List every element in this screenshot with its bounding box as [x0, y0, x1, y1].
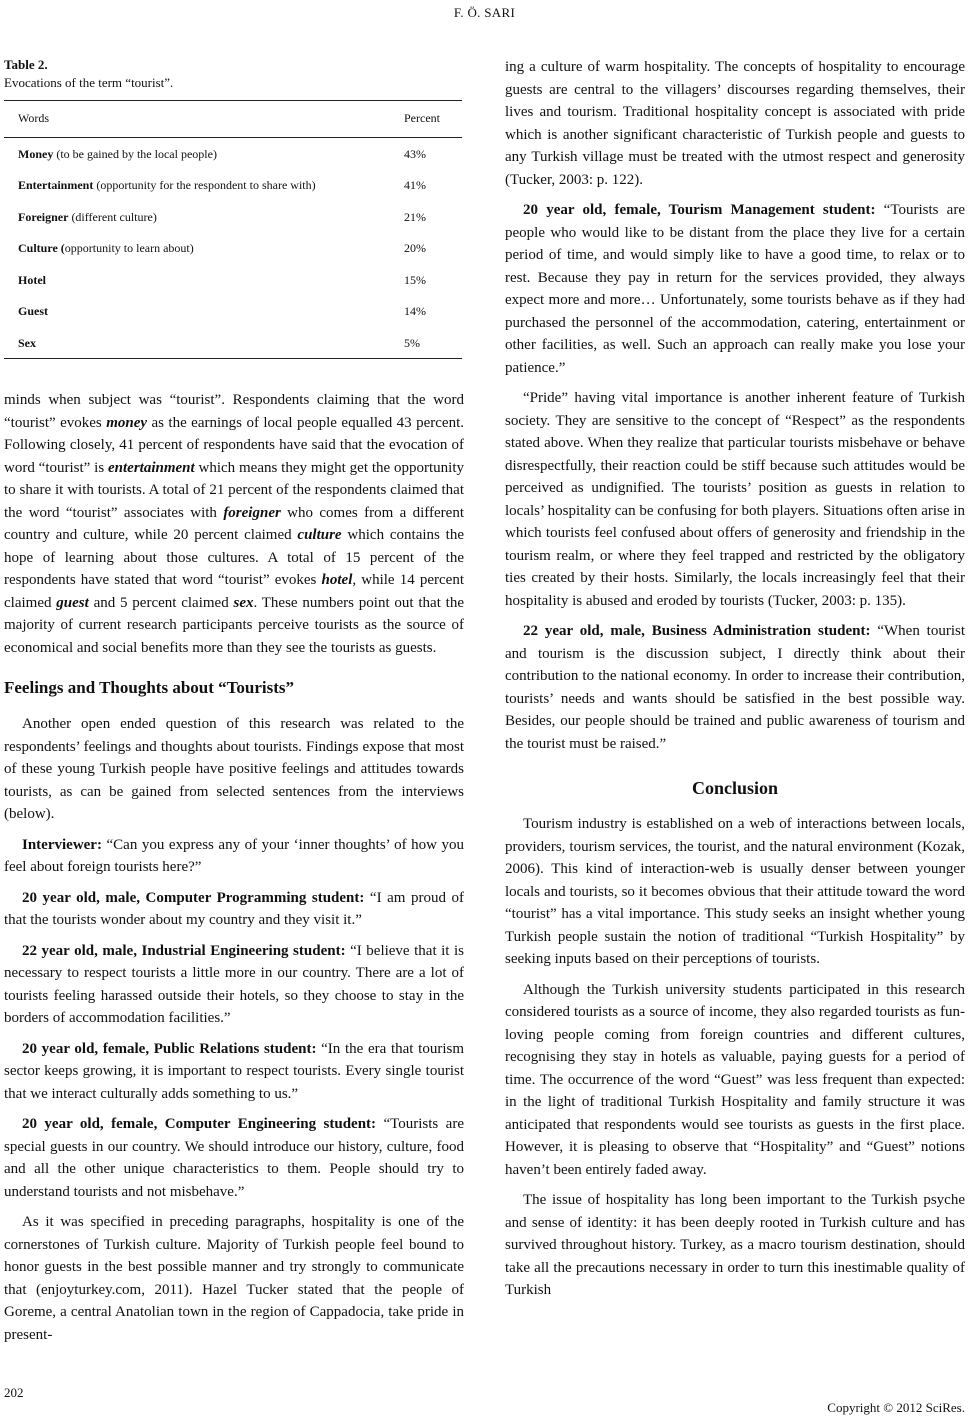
- word-term: Guest: [18, 304, 48, 318]
- section-heading: Feelings and Thoughts about “Tourists”: [4, 678, 295, 697]
- body-paragraph: [4, 389, 464, 659]
- table-cell-word: [4, 327, 404, 359]
- speaker-label: 20 year old, female, Tourism Management student:: [523, 202, 876, 218]
- table-header-percent: Percent: [404, 111, 440, 125]
- table-row: [4, 264, 462, 296]
- table-cell-percent: 20%: [404, 241, 426, 255]
- table-cell-percent: 41%: [404, 178, 426, 192]
- word-note: opportunity to learn about): [64, 241, 194, 255]
- speaker-label: 20 year old, male, Computer Programming student:: [22, 889, 365, 906]
- table-header-words: Words: [18, 111, 50, 125]
- speaker-label: 22 year old, male, Business Administration student:: [523, 623, 871, 639]
- right-column: [505, 56, 965, 1310]
- text-run: minds when subject was “tourist”. Respondents claiming that the word “tourist” evokes: [4, 392, 464, 431]
- body-paragraph: The issue of hospitality has long been important to the Turkish psyche and sense of identity: it has been deeply rooted in Turkish culture and has survived throughout history. Turkey, as a macro tourism destination, should take all the precautions necessary in order to turn this inestimable quality of Turkish: [505, 1192, 965, 1298]
- word-note: (different culture): [68, 209, 157, 224]
- table-row: [4, 295, 462, 327]
- quote-text: “Tourists are people who would like to be distant from the place they live for a certain period of time, and would simply like to have a good time, to relax or to rest. Because they pay in return for the services provided, they always expect more and more… Unfortunately, some tourists behave as if they had purchased the personnel of the accommodation, catering, entertainment or other facilities, as well. Such an approach can really make you lose your patience.”: [505, 202, 965, 376]
- table-cell-word: [4, 232, 404, 264]
- emphasis-term: foreigner: [223, 504, 281, 521]
- table-cell-word: [4, 201, 404, 233]
- emphasis-term: money: [106, 414, 148, 431]
- table-row: [4, 169, 462, 201]
- page-number: 202: [4, 1385, 24, 1400]
- word-term: Money: [18, 146, 54, 161]
- quote-paragraph: [505, 199, 965, 379]
- text-run: which means they might get the opportunity to share it with tourists. A total of 21 percent of the respondents claimed that the word “tourist” associates with: [4, 459, 464, 521]
- body-paragraph: As it was specified in preceding paragraphs, hospitality is one of the cornerstones of Turkish culture. Majority of Turkish people feel bound to honor guests in the best possible manner and try strongly to communicate that (enjoyturkey.com, 2011). Hazel Tucker stated that the people of Goreme, a central Anatolian town in the region of Cappadocia, take pride in present-: [4, 1214, 464, 1343]
- quote-paragraph: [4, 1038, 464, 1106]
- emphasis-term: entertainment: [108, 459, 195, 476]
- word-term: Entertainment: [18, 178, 94, 192]
- text-run: and 5 percent claimed: [88, 594, 234, 611]
- table-cell-percent: 14%: [404, 304, 426, 318]
- body-paragraph: Tourism industry is established on a web of interactions between locals, providers, tourism services, the tourist, and the natural environment (Kozak, 2006). This kind of interaction-web is usually denser between younger locals and tourists, so it becomes obvious that their attitude toward the word “tourist” has a vital importance. This study seeks an insight whether young Turkish people sustain the notion of traditional “Turkish Hospitality” by seeking inputs based on their perceptions of tourists.: [505, 816, 965, 967]
- evocations-table: [4, 100, 462, 359]
- quote-paragraph: [4, 887, 464, 932]
- text-run: . These numbers point out that the majority of current research participants perceive tourists as the source of economical and social benefits more than they see the tourists as guests.: [4, 594, 464, 656]
- quote-text: “Can you express any of your ‘inner thoughts’ of how you feel about foreign tourists here?”: [4, 836, 464, 875]
- quote-text: “I believe that it is necessary to respect tourists a little more in our country. There are a lot of tourists feeling harassed outside their hotels, so they choose to stay in the borders of accommodation facilities.”: [4, 942, 464, 1026]
- copyright-notice: Copyright © 2012 SciRes.: [827, 1400, 965, 1415]
- quote-text: “I am proud of that the tourists wonder about my country and they visit it.”: [4, 889, 464, 928]
- speaker-label: Interviewer:: [22, 836, 102, 853]
- table-row: [4, 137, 462, 169]
- word-term: Hotel: [18, 272, 46, 287]
- quote-paragraph: [4, 834, 464, 879]
- body-paragraph: ing a culture of warm hospitality. The concepts of hospitality to encourage guests are central to the villagers’ discourses regarding themselves, their lives and tourism. Traditional hospitality concept is associated with pride which is another significant characteristic of Turkish people and guests to any Turkish village must be treated with the utmost respect and generosity (Tucker, 2003: p. 122).: [505, 59, 965, 188]
- word-note: (to be gained by the local people): [53, 146, 217, 161]
- table-cell-percent: 21%: [404, 209, 426, 224]
- left-column: [4, 56, 464, 1354]
- table-cell-word: [4, 295, 404, 327]
- table-row: [4, 201, 462, 233]
- word-term: Culture (: [18, 241, 65, 255]
- text-run: as the earnings of local people equalled 43 percent. Following closely, 41 percent of respondents have said that the evocation of word “tourist” is: [4, 414, 464, 476]
- emphasis-term: hotel: [321, 572, 353, 588]
- quote-paragraph: [4, 1113, 464, 1203]
- table-header-row: [4, 101, 462, 138]
- table-cell-word: [4, 264, 404, 296]
- table-label: Table 2.: [4, 57, 48, 72]
- word-term: Foreigner: [18, 209, 69, 224]
- speaker-label: 22 year old, male, Industrial Engineering student:: [22, 942, 346, 959]
- word-term: Sex: [18, 335, 36, 350]
- word-note: (opportunity for the respondent to share with): [93, 178, 316, 192]
- body-paragraph: Another open ended question of this research was related to the respondents’ feelings and thoughts about tourists. Findings expose that most of these young Turkish people have positive feelings and attitudes towards tourists, as can be gained from selected sentences from the interviews (below).: [4, 716, 464, 822]
- body-paragraph: “Pride” having vital importance is another inherent feature of Turkish society. They are sensitive to the concept of “Respect” as the respondents stated above. When they realize that particular tourists misbehave or behave disrespectfully, their reaction could be stiff because such attitudes would be perceived as undignified. The tourists’ position as guests in relation to locals’ hospitality can be confusing for both players. Situations often arise in which tourists feel confused about offers of generosity and friendship in the tourism realm, or where they feel trapped and restricted by the obligatory ties created by their hosts. Similarly, the locals increasingly feel that their hospitality is abused and eroded by tourists (Tucker, 2003: p. 135).: [505, 390, 965, 609]
- table-cell-percent: 43%: [404, 146, 426, 161]
- quote-text: “When tourist and tourism is the discussion subject, I directly think about their contribution to the national economy. In order to increase their contribution, tourists’ needs and wants should be satisfied in the best possible way. Besides, our people should be trained and public awareness of tourism and the tourist must be raised.”: [505, 623, 965, 752]
- quote-text: “Tourists are special guests in our country. We should introduce our history, culture, food and all the other unique characteristics to them. People should try to understand tourists and not misbehave.”: [4, 1116, 464, 1200]
- quote-paragraph: [4, 940, 464, 1030]
- table-row: [4, 232, 462, 264]
- quote-text: “In the era that tourism sector keeps growing, it is important to respect tourists. Every single tourist that we interact culturally adds something to us.”: [4, 1040, 464, 1102]
- emphasis-term: sex: [233, 594, 254, 611]
- speaker-label: 20 year old, female, Computer Engineering student:: [22, 1116, 377, 1132]
- section-heading-conclusion: Conclusion: [691, 778, 779, 798]
- emphasis-term: guest: [56, 594, 89, 611]
- body-paragraph: Although the Turkish university students participated in this research considered tourists as a source of income, they also regarded tourists as fun-loving people coming from foreign countries and different cultures, recognising they stay in hotels as valuable, paying guests for a period of time. The occurrence of the word “Guest” was less frequent than expected: in the light of traditional Turkish Hospitality and family structure it was anticipated that respondents would see tourists as guests in the first place. However, it is pleasing to observe that “Hospitality” and “Guest” notions haven’t been entirely faded away.: [505, 981, 965, 1178]
- text-run: , while 14 percent claimed: [4, 572, 464, 611]
- table-cell-percent: 5%: [404, 335, 420, 350]
- running-header: F. Ö. SARI: [453, 5, 516, 20]
- table-cell-percent: 15%: [404, 272, 426, 287]
- table-cell-word: [4, 137, 404, 169]
- table-cell-word: [4, 169, 404, 201]
- speaker-label: 20 year old, female, Public Relations student:: [22, 1040, 317, 1057]
- text-run: which contains the hope of learning about those cultures. A total of 15 percent of the respondents have stated that word “tourist” evokes: [4, 527, 464, 588]
- quote-paragraph: [505, 620, 965, 755]
- table-row: [4, 327, 462, 359]
- emphasis-term: culture: [297, 527, 342, 543]
- table-caption: Evocations of the term “tourist”.: [4, 75, 174, 90]
- text-run: who comes from a different country and culture, while 20 percent claimed: [4, 504, 464, 543]
